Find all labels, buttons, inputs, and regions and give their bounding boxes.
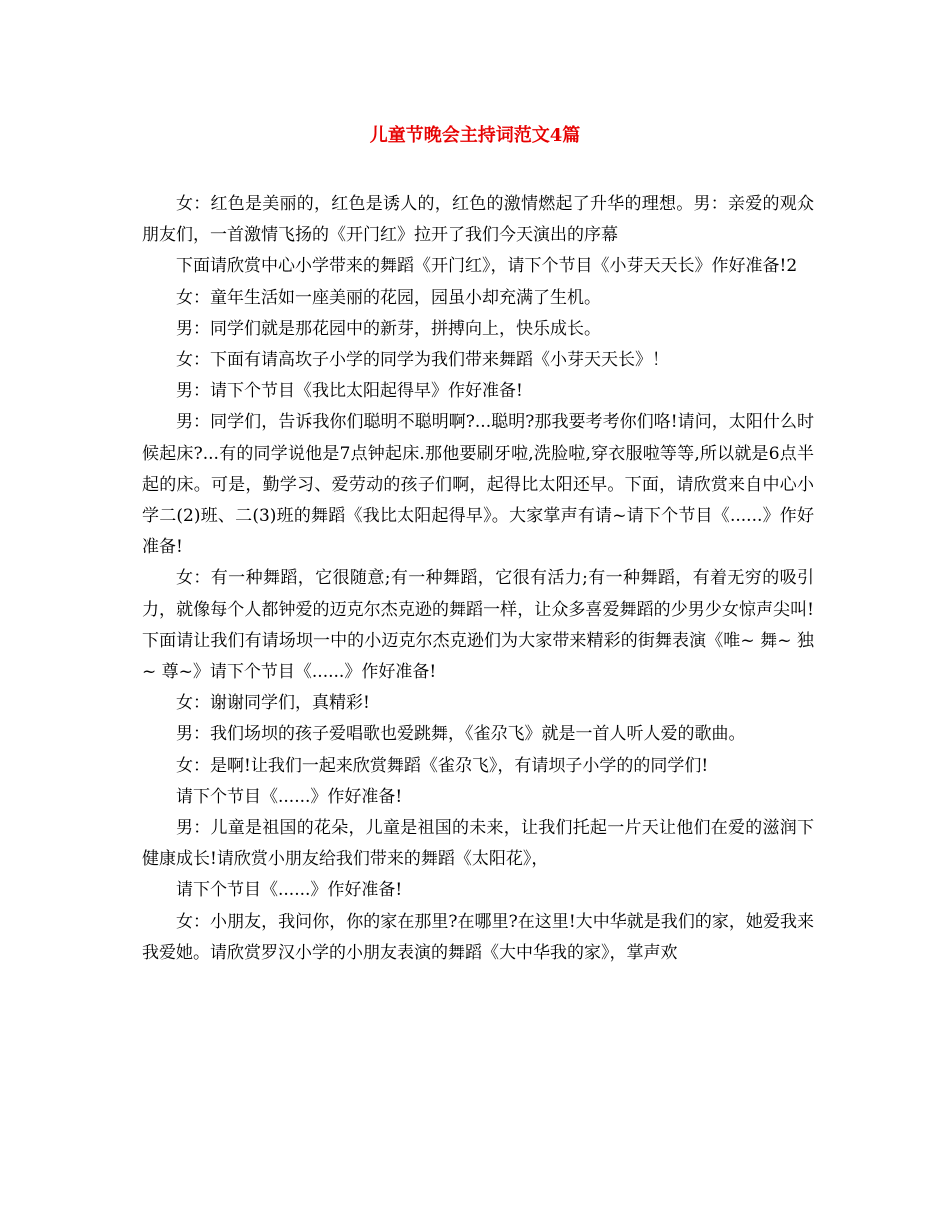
paragraph: 女：红色是美丽的，红色是诱人的，红色的激情燃起了升华的理想。男：亲爱的观众朋友们，一首激情飞扬的《开门红》拉开了我们今天演出的序幕 — [142, 194, 814, 246]
paragraph: 下面请欣赏中心小学带来的舞蹈《开门红》，请下个节目《小芽天天长》作好准备!2 — [176, 256, 798, 277]
paragraph: 女：下面有请高坎子小学的同学为我们带来舞蹈《小芽天天长》！ — [176, 350, 669, 371]
paragraph: 请下个节目《......》作好准备! — [176, 880, 403, 901]
paragraph: 男：同学们，告诉我你们聪明不聪明啊?...聪明?那我要考考你们咯!请问，太阳什么时候起床?...有的同学说他是7点钟起床.那他要刷牙啦,洗脸啦,穿衣服啦等等,所以就是6点半起的床。可是，勤学习、爱劳动的孩子们啊，起得比太阳还早。下面，请欣赏来自中心小学二(2)班、二(3)班的舞蹈《我比太阳起得早》。大家掌声有请~请下个节目《......》作好准备! — [142, 412, 814, 558]
paragraph: 女：童年生活如一座美丽的花园，园虽小却充满了生机。 — [176, 287, 601, 308]
paragraph: 男：我们场坝的孩子爱唱歌也爱跳舞，《雀尕飞》就是一首人听人爱的歌曲。 — [176, 724, 746, 745]
paragraph: 男：同学们就是那花园中的新芽，拼搏向上，快乐成长。 — [176, 318, 601, 339]
paragraph: 女：是啊!让我们一起来欣赏舞蹈《雀尕飞》，有请坝子小学的的同学们! — [176, 755, 709, 776]
document-body — [142, 189, 814, 969]
paragraph: 女：小朋友，我问你，你的家在那里?在哪里?在这里!大中华就是我们的家，她爱我来我爱她。请欣赏罗汉小学的小朋友表演的舞蹈《大中华我的家》，掌声欢 — [142, 911, 814, 963]
paragraph: 女：谢谢同学们，真精彩! — [176, 693, 370, 714]
paragraph: 男：请下个节目《我比太阳起得早》作好准备! — [176, 381, 523, 402]
paragraph: 男：儿童是祖国的花朵，儿童是祖国的未来，让我们托起一片天让他们在爱的滋润下健康成长!请欣赏小朋友给我们带来的舞蹈《太阳花》， — [142, 818, 814, 870]
paragraph: 女：有一种舞蹈，它很随意;有一种舞蹈，它很有活力;有一种舞蹈，有着无穷的吸引力，就像每个人都钟爱的迈克尔杰克逊的舞蹈一样，让众多喜爱舞蹈的少男少女惊声尖叫!下面请让我们有请场坝一中的小迈克尔杰克逊们为大家带来精彩的街舞表演《唯~ 舞~ 独~ 尊~》请下个节目《......》作好准备! — [142, 568, 814, 683]
paragraph: 请下个节目《......》作好准备! — [176, 786, 403, 807]
document-title: 儿童节晚会主持词范文4篇 — [369, 125, 581, 146]
